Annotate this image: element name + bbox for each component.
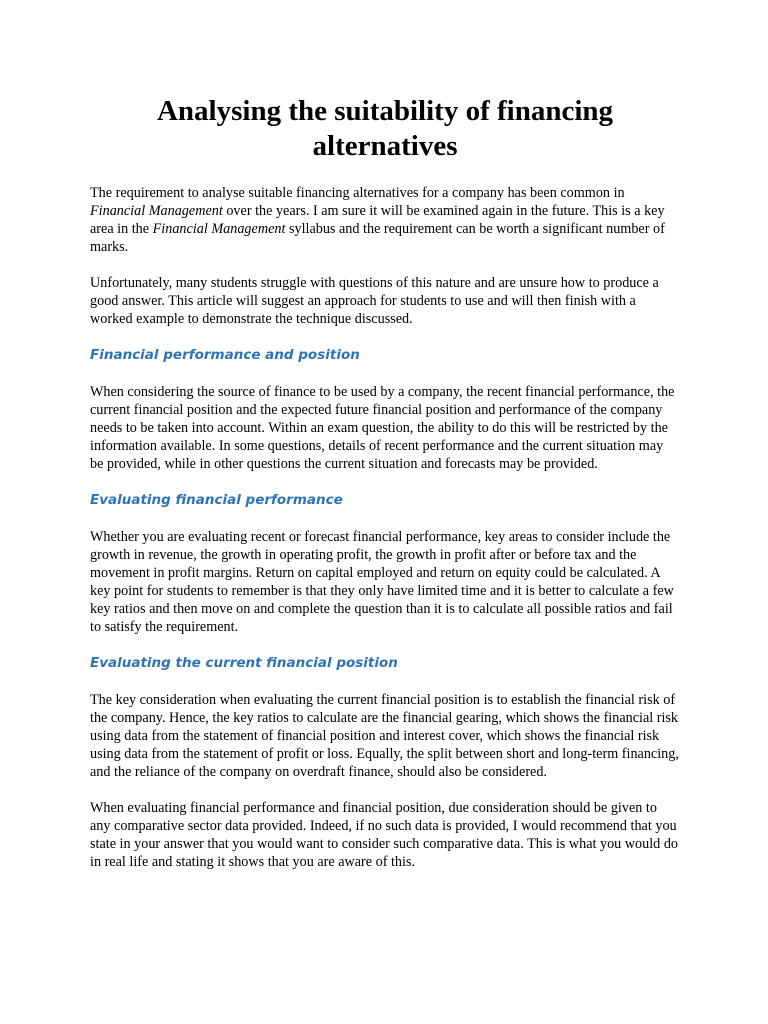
intro-text-2: over the years. I am sure it will be examined again in the future. This is a key area in the bbox=[90, 203, 665, 237]
intro-paragraph-2: Unfortunately, many students struggle with questions of this nature and are unsure how to produce a good answer. This article will suggest an approach for students to use and will then finish with a worked example to demonstrate the technique discussed. bbox=[90, 275, 659, 327]
section-body-financial-performance-position: When considering the source of finance to be used by a company, the recent financial performance, the current financial position and the expected future financial position and performance of the company needs to be taken into account. Within an exam question, the ability to do this will be restricted by the information available. In some questions, details of recent performance and the current situation may be provided, while in other questions the current situation and forecasts may be provided. bbox=[90, 384, 675, 472]
section-body-evaluating-position-2: When evaluating financial performance and financial position, due consideration should be given to any comparative sector data provided. Indeed, if no such data is provided, I would recommend that you state in your answer that you would want to consider such comparative data. This is what you would do in real life and stating it shows that you are aware of this. bbox=[90, 800, 679, 870]
section-heading-financial-performance-position: Financial performance and position bbox=[90, 347, 360, 363]
intro-paragraph-1 bbox=[90, 184, 680, 256]
section-body-evaluating-performance: Whether you are evaluating recent or forecast financial performance, key areas to consider include the growth in revenue, the growth in operating profit, the growth in profit after or before tax and the movement in profit margins. Return on capital employed and return on equity could be calculated. A key point for students to remember is that they only have limited time and it is better to calculate a few key ratios and then move on and complete the question than it is to calculate all possible ratios and fail to satisfy the requirement. bbox=[90, 529, 674, 635]
intro-italic-1: Financial Management bbox=[90, 203, 223, 219]
section-heading-evaluating-performance: Evaluating financial performance bbox=[90, 492, 343, 508]
intro-italic-2: Financial Management bbox=[152, 221, 286, 237]
intro-text-3: syllabus and the requirement can be worth a significant number of marks. bbox=[90, 221, 665, 255]
page-title: Analysing the suitability of financing alternatives bbox=[156, 95, 614, 162]
section-body-evaluating-position-1: The key consideration when evaluating the current financial position is to establish the financial risk of the company. Hence, the key ratios to calculate are the financial gearing, which shows the financial risk using data from the statement of financial position and interest cover, which shows the financial risk using data from the statement of profit or loss. Equally, the split between short and long-term financing, and the reliance of the company on overdraft finance, should also be considered. bbox=[90, 692, 679, 780]
intro-text-1: The requirement to analyse suitable financing alternatives for a company has been common in bbox=[90, 185, 625, 201]
section-heading-evaluating-position: Evaluating the current financial position bbox=[90, 655, 398, 671]
document-page bbox=[90, 94, 680, 889]
